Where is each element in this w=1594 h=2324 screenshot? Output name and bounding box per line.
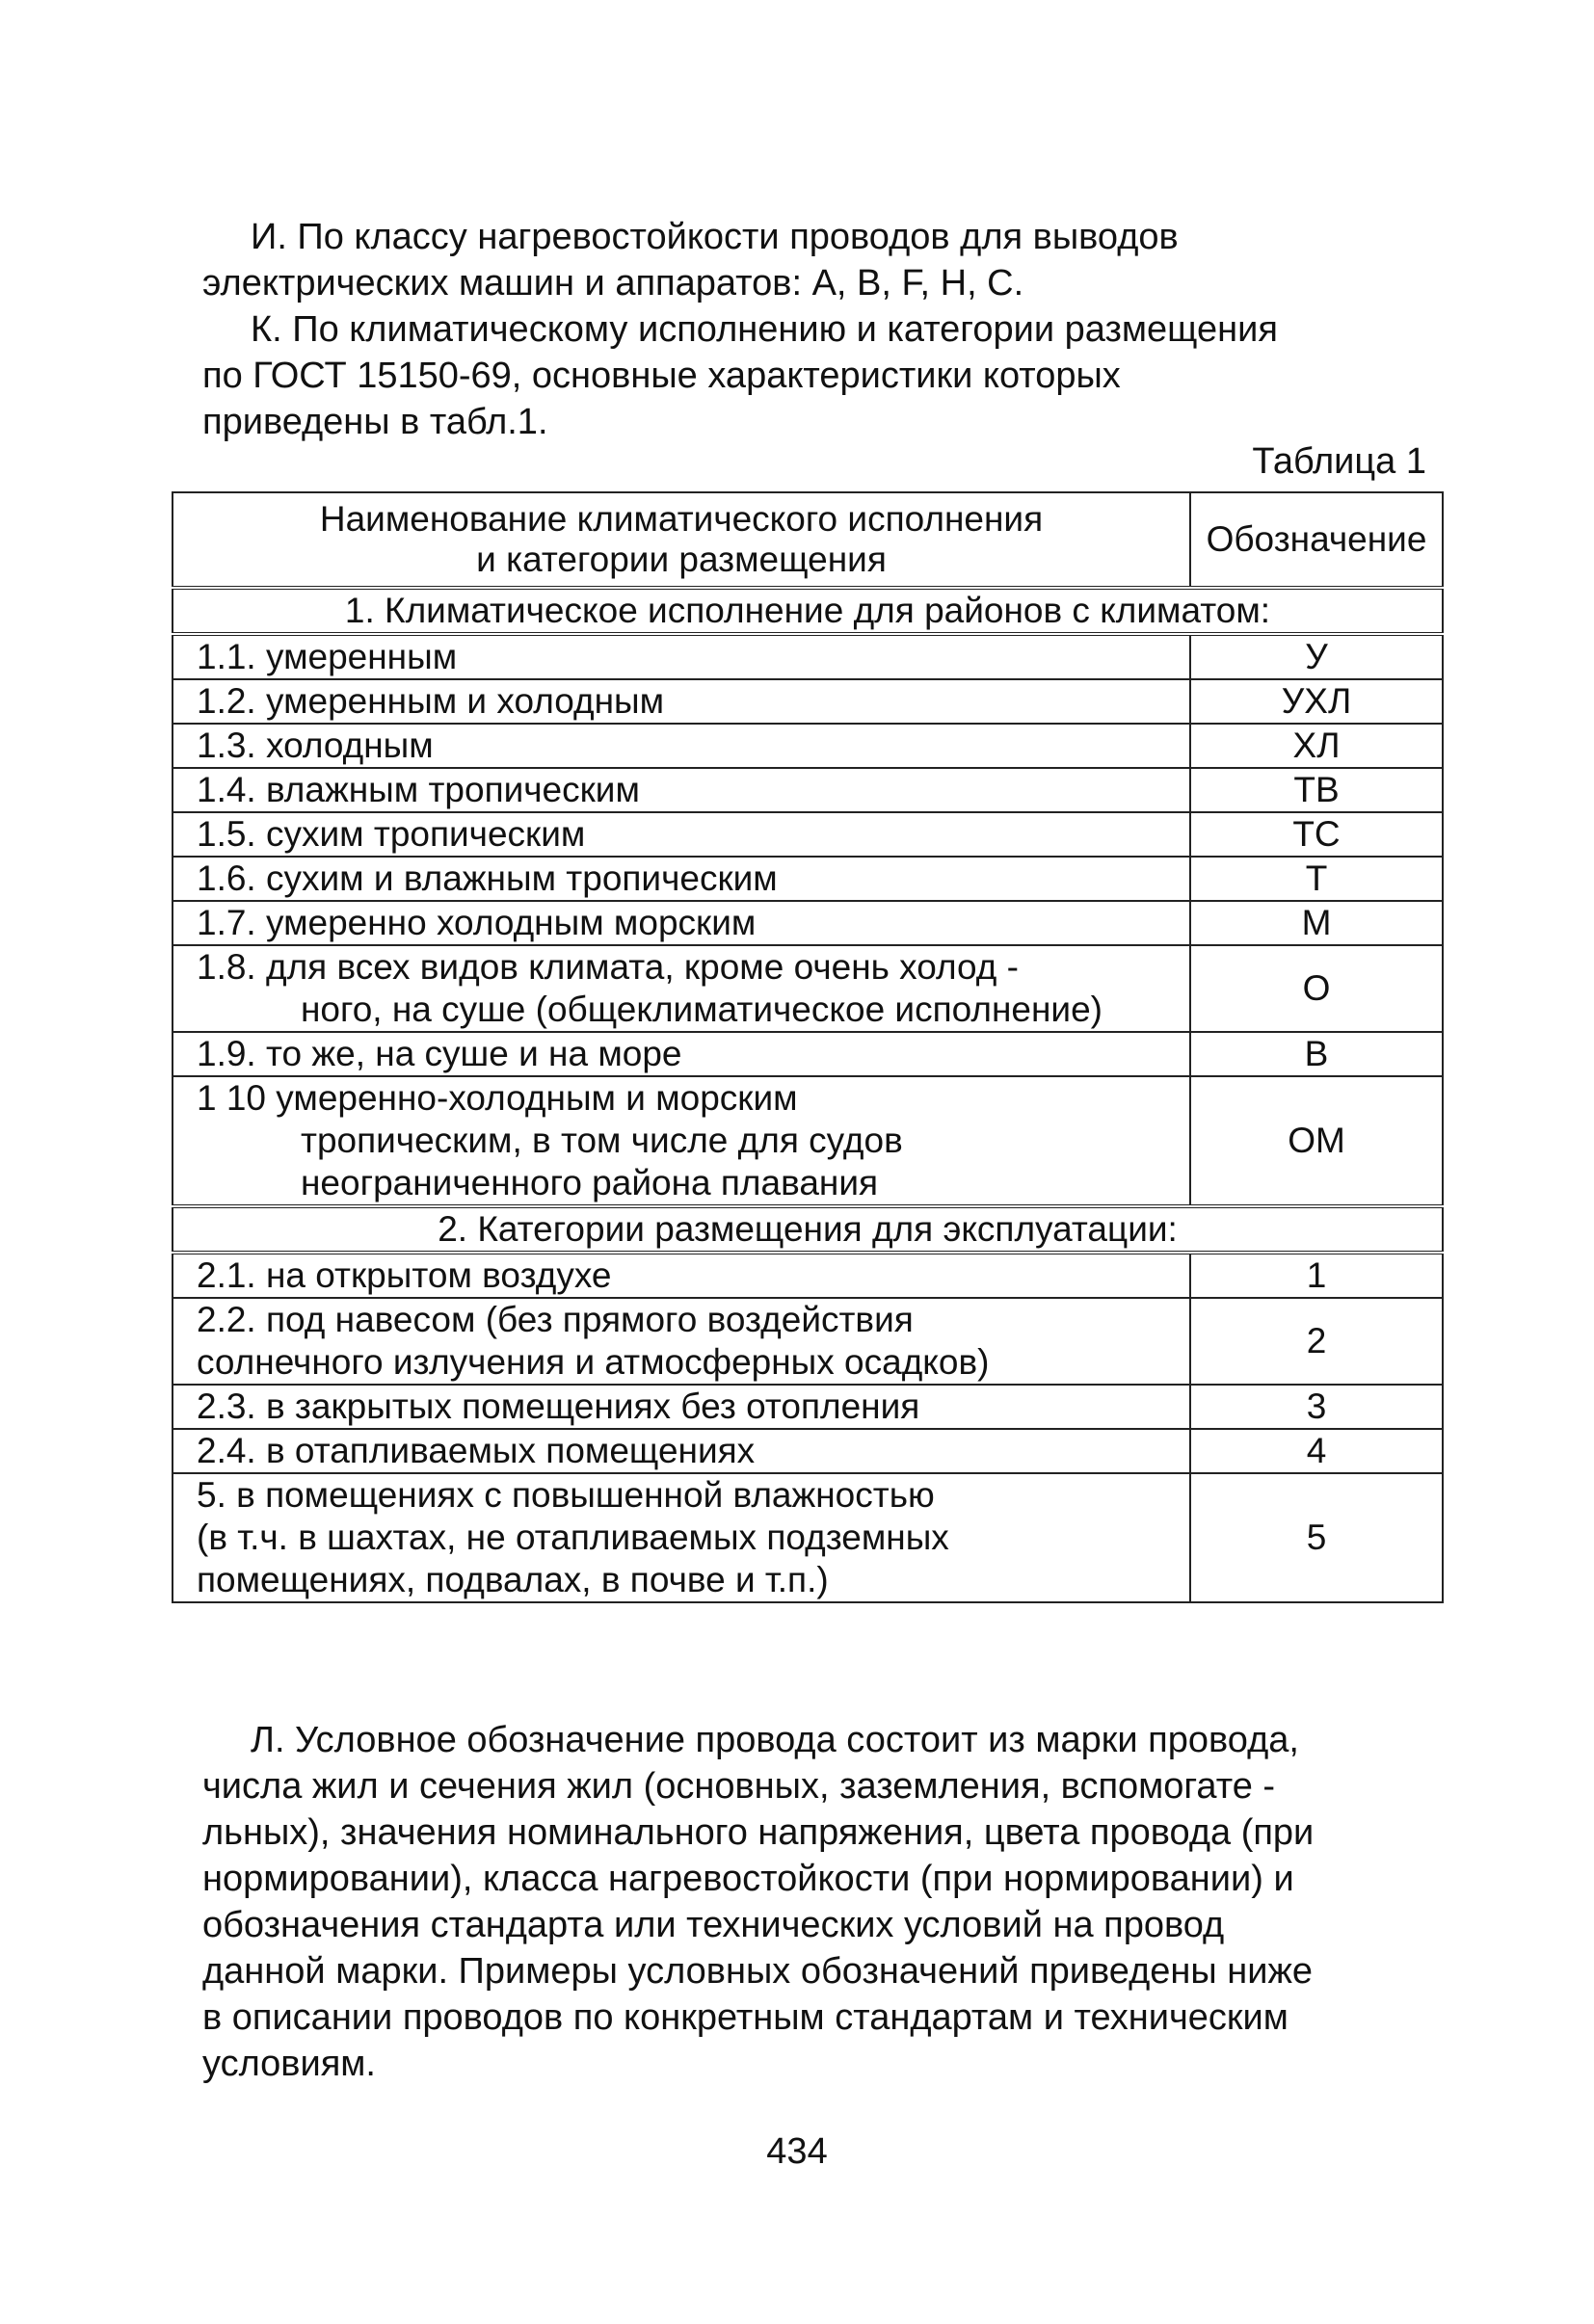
text-line: приведены в табл.1. xyxy=(202,402,548,442)
paragraph-item-l xyxy=(202,1717,1436,2087)
table-section-row xyxy=(173,588,1443,634)
row-name-line: помещениях, подвалах, в почве и т.п.) xyxy=(197,1560,829,1599)
table-row xyxy=(173,812,1443,857)
row-name-line: 1.1. умеренным xyxy=(197,637,458,676)
table-header-row xyxy=(173,492,1443,588)
header-name-cell xyxy=(173,492,1190,588)
paragraph-item-i xyxy=(202,214,1436,306)
table-row xyxy=(173,1473,1443,1602)
row-code-cell: У xyxy=(1190,634,1443,679)
row-name-cell xyxy=(173,724,1190,768)
table-row xyxy=(173,724,1443,768)
header-name-line: и категории размещения xyxy=(476,540,887,579)
row-name-line: 2.4. в отапливаемых помещениях xyxy=(197,1431,756,1470)
row-name-cell xyxy=(173,679,1190,724)
table-row xyxy=(173,1429,1443,1473)
row-code-cell: Т xyxy=(1190,857,1443,901)
row-name-line: 2.3. в закрытых помещениях без отопления xyxy=(197,1386,920,1426)
row-name-line: ного, на суше (общеклиматическое исполнение) xyxy=(301,990,1103,1029)
row-name-cell xyxy=(173,1032,1190,1076)
text-line: по ГОСТ 15150-69, основные характеристики которых xyxy=(202,356,1121,396)
row-code-cell: В xyxy=(1190,1032,1443,1076)
text-line: данной марки. Примеры условных обозначений приведены ниже xyxy=(202,1951,1314,1992)
row-name-cell xyxy=(173,1298,1190,1385)
section-title: 2. Категории размещения для эксплуатации: xyxy=(173,1206,1443,1253)
row-code-cell: 1 xyxy=(1190,1253,1443,1298)
row-name-cell xyxy=(173,634,1190,679)
row-name-line: неограниченного района плавания xyxy=(301,1163,879,1202)
table-caption: Таблица 1 xyxy=(1252,441,1426,482)
row-name-line: 1.4. влажным тропическим xyxy=(197,770,640,809)
text-line: в описании проводов по конкретным стандартам и техническим xyxy=(202,1997,1288,2038)
row-code-cell: 3 xyxy=(1190,1385,1443,1429)
page-number: 434 xyxy=(766,2131,828,2172)
row-name-cell xyxy=(173,1253,1190,1298)
text-line: льных), значения номинального напряжения, цвета провода (при xyxy=(202,1812,1315,1853)
row-name-line: 1.2. умеренным и холодным xyxy=(197,681,665,721)
row-name-line: тропическим, в том числе для судов xyxy=(301,1121,903,1160)
row-name-line: 1.5. сухим тропическим xyxy=(197,814,586,854)
row-code-cell: УХЛ xyxy=(1190,679,1443,724)
row-name-line: 2.1. на открытом воздухе xyxy=(197,1255,612,1295)
row-name-line: 2.2. под навесом (без прямого воздействия xyxy=(197,1300,914,1339)
row-code-cell: 5 xyxy=(1190,1473,1443,1602)
row-name-cell xyxy=(173,1473,1190,1602)
row-name-cell xyxy=(173,1076,1190,1206)
row-name-cell xyxy=(173,768,1190,812)
row-name-line: 1.3. холодным xyxy=(197,726,434,765)
header-code-cell: Обозначение xyxy=(1190,492,1443,588)
row-code-cell: О xyxy=(1190,945,1443,1032)
data-table xyxy=(172,491,1444,1603)
table-row xyxy=(173,768,1443,812)
row-code-cell: ТВ xyxy=(1190,768,1443,812)
row-name-cell xyxy=(173,945,1190,1032)
text-line: Л. Условное обозначение провода состоит из марки провода, xyxy=(251,1720,1299,1760)
table-row xyxy=(173,634,1443,679)
section-title: 1. Климатическое исполнение для районов с климатом: xyxy=(173,588,1443,634)
text-line: условиям. xyxy=(202,2044,376,2084)
row-name-cell xyxy=(173,1385,1190,1429)
table-row xyxy=(173,679,1443,724)
row-name-cell xyxy=(173,812,1190,857)
row-name-line: 1.7. умеренно холодным морским xyxy=(197,903,757,942)
text-line: К. По климатическому исполнению и категории размещения xyxy=(251,309,1278,350)
table-row xyxy=(173,1253,1443,1298)
row-code-cell: ТС xyxy=(1190,812,1443,857)
table-row xyxy=(173,945,1443,1032)
text-line: электрических машин и аппаратов: А, В, F, Н, С. xyxy=(202,263,1024,304)
table-body xyxy=(173,588,1443,1602)
row-name-cell xyxy=(173,857,1190,901)
row-code-cell: ХЛ xyxy=(1190,724,1443,768)
table-section-row xyxy=(173,1206,1443,1253)
row-name-line: 1.9. то же, на суше и на море xyxy=(197,1034,682,1073)
text-line: нормировании), класса нагревостойкости (при нормировании) и xyxy=(202,1859,1294,1899)
row-name-cell xyxy=(173,1429,1190,1473)
paragraph-item-k xyxy=(202,306,1436,445)
text-line: обозначения стандарта или технических условий на провод xyxy=(202,1905,1225,1945)
table-row xyxy=(173,1385,1443,1429)
row-code-cell: 4 xyxy=(1190,1429,1443,1473)
row-code-cell: 2 xyxy=(1190,1298,1443,1385)
row-code-cell: М xyxy=(1190,901,1443,945)
row-name-line: 1.8. для всех видов климата, кроме очень холод - xyxy=(197,947,1019,987)
row-name-line: (в т.ч. в шахтах, не отапливаемых подземных xyxy=(197,1518,949,1557)
header-name-line: Наименование климатического исполнения xyxy=(319,499,1044,539)
table-row xyxy=(173,857,1443,901)
row-name-line: 1.6. сухим и влажным тропическим xyxy=(197,858,778,898)
table-row xyxy=(173,1298,1443,1385)
table-row xyxy=(173,901,1443,945)
text-line: числа жил и сечения жил (основных, заземления, вспомогате - xyxy=(202,1766,1276,1807)
row-name-line: 5. в помещениях с повышенной влажностью xyxy=(197,1475,935,1515)
row-name-line: солнечного излучения и атмосферных осадков) xyxy=(197,1342,990,1382)
table-row xyxy=(173,1032,1443,1076)
row-name-cell xyxy=(173,901,1190,945)
row-name-line: 1 10 умеренно-холодным и морским xyxy=(197,1078,798,1118)
text-line: И. По классу нагревостойкости проводов для выводов xyxy=(251,217,1179,257)
table-row xyxy=(173,1076,1443,1206)
climate-table xyxy=(172,491,1444,1603)
row-code-cell: ОМ xyxy=(1190,1076,1443,1206)
